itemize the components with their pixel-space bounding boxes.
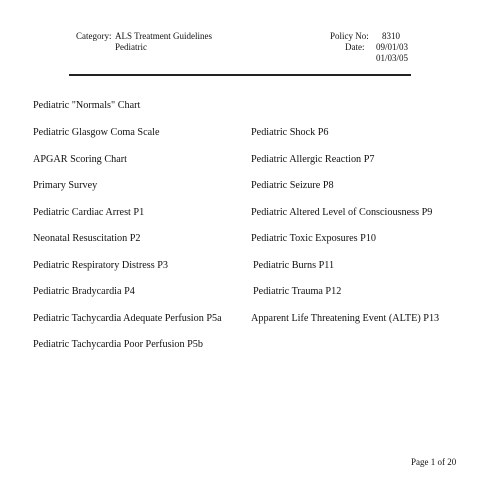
list-item-left: Pediatric Glasgow Coma Scale xyxy=(33,127,160,138)
category-value: ALS Treatment Guidelines xyxy=(115,31,212,41)
list-item-right: Pediatric Seizure P8 xyxy=(251,180,334,191)
policy-number-value: 8310 xyxy=(382,31,400,41)
policy-number-label: Policy No: xyxy=(330,31,369,41)
list-item-right: Pediatric Allergic Reaction P7 xyxy=(251,154,375,165)
date-value-original: 09/01/03 xyxy=(376,42,409,52)
list-item-left: Pediatric Bradycardia P4 xyxy=(33,286,135,297)
list-item-right: Apparent Life Threatening Event (ALTE) P13 xyxy=(251,313,440,324)
list-item-right: Pediatric Altered Level of Consciousness P9 xyxy=(251,207,433,218)
list-item-right: Pediatric Trauma P12 xyxy=(253,286,342,297)
category-label: Category: xyxy=(76,31,112,41)
list-item-left: Primary Survey xyxy=(33,180,98,191)
list-item-left: APGAR Scoring Chart xyxy=(33,154,127,165)
page-indicator: Page 1 of 20 xyxy=(411,457,457,467)
list-item-left: Pediatric Tachycardia Adequate Perfusion P5a xyxy=(33,313,222,324)
normals-chart-entry: Pediatric "Normals" Chart xyxy=(33,100,141,111)
list-item-left: Pediatric Respiratory Distress P3 xyxy=(33,260,168,271)
date-label: Date: xyxy=(345,42,365,52)
list-item-left: Pediatric Tachycardia Poor Perfusion P5b xyxy=(33,339,203,350)
list-item-left: Neonatal Resuscitation P2 xyxy=(33,233,141,244)
category-subvalue: Pediatric xyxy=(115,42,147,52)
list-item-left: Pediatric Cardiac Arrest P1 xyxy=(33,207,145,218)
list-item-right: Pediatric Toxic Exposures P10 xyxy=(251,233,377,244)
date-value-revised: 01/03/05 xyxy=(376,53,409,63)
list-item-right: Pediatric Burns P11 xyxy=(253,260,335,271)
list-item-right: Pediatric Shock P6 xyxy=(251,127,329,138)
header-divider xyxy=(69,74,411,76)
